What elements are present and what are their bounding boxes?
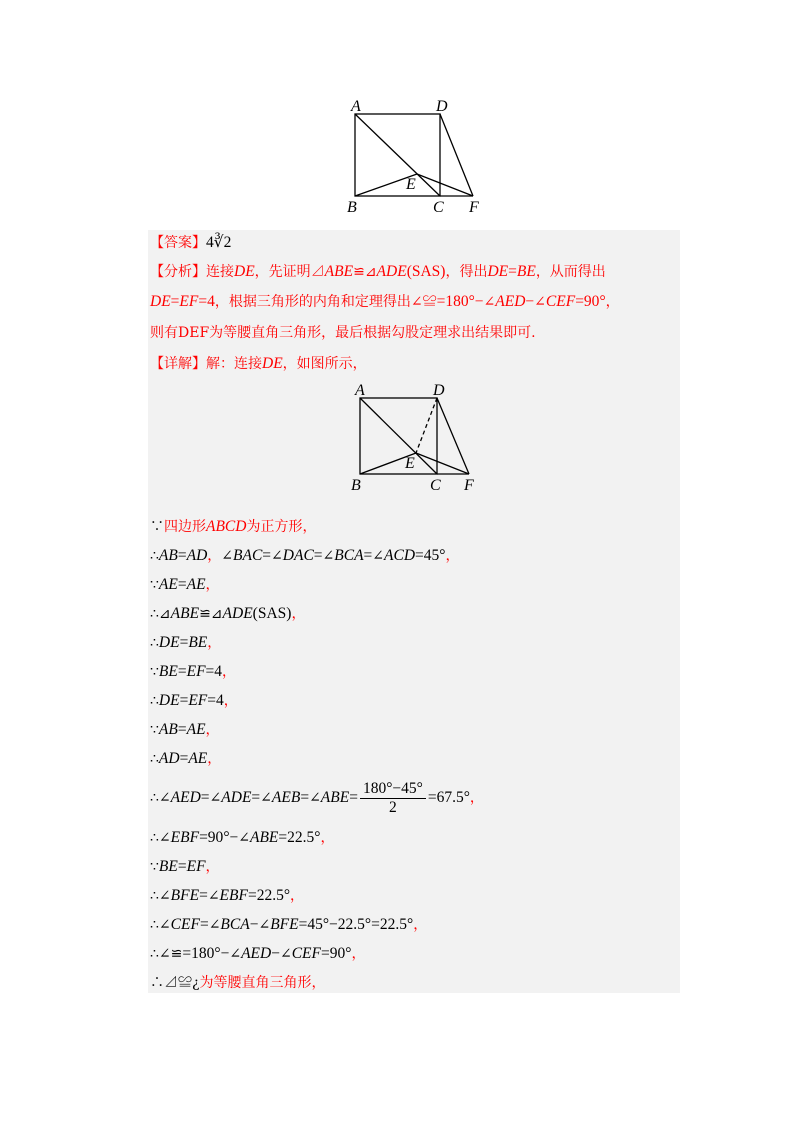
label-e: E <box>406 176 416 193</box>
detail-line <box>150 351 367 377</box>
therefore-symbol: ∴ <box>150 888 159 904</box>
math: = <box>177 721 187 738</box>
answer-tag: 【答案】 <box>150 235 206 251</box>
figure-1-svg <box>340 95 490 217</box>
text: ， <box>207 751 222 767</box>
step-2 <box>150 543 459 569</box>
math: = <box>177 576 187 593</box>
degree: ° <box>439 547 446 564</box>
label-c: C <box>433 199 444 216</box>
text: 连接 <box>206 264 234 280</box>
math: =67.5 <box>427 789 464 806</box>
therefore-symbol: ∴ <box>150 606 159 622</box>
degree: ° <box>599 293 606 310</box>
math: CEF <box>545 293 576 310</box>
text: ，根据三角形的内角和定理得出 <box>214 294 411 310</box>
figure-1 <box>340 95 490 217</box>
angle-symbol: ∠ <box>158 917 171 933</box>
garbled-symbol: ≌ <box>422 294 437 310</box>
math: =4 <box>198 293 215 310</box>
math: ADE <box>222 605 253 622</box>
math: = <box>179 750 189 767</box>
step-14 <box>150 912 427 938</box>
because-symbol: ∵ <box>150 722 159 738</box>
math: = <box>177 547 187 564</box>
math: DE <box>487 263 509 280</box>
math: DE <box>150 293 171 310</box>
angle-symbol: ∠ <box>271 548 283 564</box>
math: =180 <box>436 293 469 310</box>
math: DE <box>158 692 180 709</box>
angle-symbol: ∠ <box>309 790 321 806</box>
math: DE <box>262 355 283 372</box>
math: ABE <box>250 829 279 846</box>
garbled-symbol: ¿ <box>192 975 200 991</box>
math: − <box>474 293 484 310</box>
text: ， <box>207 548 222 564</box>
because-symbol: ∵ <box>150 577 159 593</box>
garbled-symbol: ≌ <box>178 975 192 991</box>
triangle-symbol: ⊿ <box>164 975 178 991</box>
step-4 <box>150 601 305 627</box>
angle-symbol: ∠ <box>221 548 234 564</box>
because-symbol: ∵ <box>150 859 159 875</box>
text: 解：连接 <box>206 356 262 372</box>
math: =45 <box>298 916 323 933</box>
math: =22.5 <box>247 887 284 904</box>
math: ADE <box>221 789 252 806</box>
triangle-symbol: ⊿ <box>158 606 171 622</box>
math: = <box>313 547 323 564</box>
text: 则有DEF为等腰直角三角形，最后根据勾股定理求出结果即可. <box>150 325 536 341</box>
text: ， <box>605 294 620 310</box>
math: =45 <box>415 547 440 564</box>
step-12 <box>150 854 220 880</box>
analysis-line-3 <box>150 320 536 346</box>
math: = <box>199 916 209 933</box>
text: ，如图所示， <box>282 356 367 372</box>
step-9 <box>150 746 221 772</box>
math: EBF <box>170 829 200 846</box>
segment-de-dashed <box>416 398 437 453</box>
math: = <box>177 663 187 680</box>
math: ABE <box>324 263 354 280</box>
math: (SAS) <box>252 605 292 622</box>
math: BE <box>158 858 178 875</box>
answer-line <box>150 230 231 256</box>
therefore-symbol: ∴ <box>150 751 159 767</box>
math: BFE <box>170 887 200 904</box>
analysis-tag: 【分析】 <box>150 264 206 280</box>
text: ， <box>291 606 306 622</box>
because-symbol: ∵ <box>150 664 159 680</box>
triangle-symbol: ⊿ <box>210 606 223 622</box>
analysis-line-1 <box>150 259 606 285</box>
math: CEF <box>170 916 200 933</box>
math: EF <box>186 663 206 680</box>
because-symbol: ∵ <box>150 519 164 535</box>
math: =90 <box>575 293 600 310</box>
math: DE <box>158 634 180 651</box>
label-d: D <box>433 382 445 399</box>
text: ， <box>290 888 305 904</box>
math: = <box>199 887 208 904</box>
math: =90 <box>320 945 346 962</box>
math: AE <box>186 721 206 738</box>
math: DAC <box>282 547 314 564</box>
angle-symbol: ∠ <box>483 294 496 310</box>
label-f: F <box>464 477 474 494</box>
math: BAC <box>233 547 263 564</box>
math: = <box>170 293 180 310</box>
step-15 <box>150 941 365 967</box>
math: − <box>249 916 259 933</box>
text: ， <box>320 830 335 846</box>
garbled-symbol: ≌ <box>170 946 183 962</box>
math: BE <box>188 634 208 651</box>
math: =22.5 <box>371 916 407 933</box>
label-a: A <box>351 98 361 115</box>
label-e: E <box>405 455 415 472</box>
therefore-symbol: ∴ <box>150 830 159 846</box>
math: =4 <box>207 692 224 709</box>
therefore-symbol: ∴ <box>150 548 159 564</box>
text: ， <box>469 790 484 806</box>
math: (SAS) <box>406 263 446 280</box>
math: AED <box>241 945 272 962</box>
math: ABE <box>320 789 350 806</box>
step-7 <box>150 688 238 714</box>
math: EF <box>179 293 199 310</box>
label-f: F <box>469 199 479 216</box>
text: ， <box>205 577 220 593</box>
math: ACD <box>384 547 416 564</box>
congruent-symbol: ≌ <box>199 606 211 622</box>
math: = <box>508 263 517 280</box>
angle-symbol: ∠ <box>208 917 221 933</box>
label-b: B <box>351 477 361 494</box>
answer-value: 4 <box>206 234 214 251</box>
math: EF <box>186 858 206 875</box>
math: = <box>300 789 310 806</box>
step-8 <box>150 717 220 743</box>
text: ， <box>445 548 460 564</box>
text: 四边形 <box>164 519 206 535</box>
math: AEB <box>271 789 301 806</box>
angle-symbol: ∠ <box>279 946 292 962</box>
segment-ef <box>417 174 473 196</box>
therefore-symbol: ∴ <box>150 790 159 806</box>
text: ， <box>207 635 222 651</box>
math: =180 <box>182 945 215 962</box>
math: AED <box>495 293 526 310</box>
math: BCA <box>220 916 250 933</box>
math: = <box>251 789 261 806</box>
angle-symbol: ∠ <box>410 294 423 310</box>
triangle-symbol: ⊿ <box>310 264 325 280</box>
step-6 <box>150 659 236 685</box>
math: = <box>179 634 189 651</box>
answer-radical: ∛2 <box>213 234 232 251</box>
step-5 <box>150 630 221 656</box>
degree: ° <box>345 945 352 962</box>
math: = <box>200 789 210 806</box>
math: = <box>179 692 189 709</box>
angle-symbol: ∠ <box>229 946 242 962</box>
math: −22.5 <box>329 916 365 933</box>
detail-tag: 【详解】 <box>150 356 206 372</box>
step-13 <box>150 883 304 909</box>
math: CEF <box>291 945 321 962</box>
step-1 <box>150 514 316 540</box>
angle-symbol: ∠ <box>207 888 220 904</box>
step-11 <box>150 825 334 851</box>
degree: ° <box>214 945 221 962</box>
angle-symbol: ∠ <box>260 790 272 806</box>
angle-symbol: ∠ <box>158 790 171 806</box>
label-c: C <box>430 477 441 494</box>
text: ，从而得出 <box>535 264 606 280</box>
degree: ° <box>223 829 230 846</box>
math: − <box>229 829 239 846</box>
text: 为正方形， <box>246 519 317 535</box>
angle-symbol: ∠ <box>158 830 171 846</box>
angle-symbol: ∠ <box>158 888 171 904</box>
therefore-symbol: ∴ <box>150 693 159 709</box>
math: EF <box>188 692 208 709</box>
angle-symbol: ∠ <box>209 790 222 806</box>
therefore-symbol: ∴ <box>150 946 159 962</box>
figure-2-svg <box>343 378 493 496</box>
math: − <box>525 293 535 310</box>
math: = <box>177 858 187 875</box>
degree: ° <box>463 789 470 806</box>
angle-symbol: ∠ <box>238 830 250 846</box>
math: = <box>363 547 373 564</box>
math: − <box>220 945 230 962</box>
math: AE <box>158 576 178 593</box>
angle-symbol: ∠ <box>322 548 335 564</box>
text: ， <box>205 859 220 875</box>
math: AB <box>158 721 178 738</box>
math: AB <box>158 547 178 564</box>
angle-symbol: ∠ <box>158 946 171 962</box>
diagonal-ac <box>355 114 440 196</box>
text: ， <box>205 722 220 738</box>
math: BFE <box>270 916 299 933</box>
degree: ° <box>468 293 475 310</box>
angle-symbol: ∠ <box>372 548 385 564</box>
degree: ° <box>314 829 321 846</box>
angle-symbol: ∠ <box>258 917 271 933</box>
math: =22.5 <box>278 829 315 846</box>
math: ABE <box>170 605 200 622</box>
math: =4 <box>205 663 223 680</box>
label-d: D <box>436 98 448 115</box>
text: 为等腰直角三角形， <box>199 975 326 991</box>
figure-2 <box>343 378 493 496</box>
diagonal-ac <box>360 398 437 474</box>
label-a: A <box>355 382 365 399</box>
analysis-line-2 <box>150 289 620 315</box>
math: AE <box>188 750 208 767</box>
math: DE <box>234 263 255 280</box>
degree: ° <box>283 887 291 904</box>
text: ， <box>413 917 428 933</box>
text: ， <box>222 664 237 680</box>
math: ABCD <box>206 518 247 535</box>
math: BCA <box>334 547 364 564</box>
text: ， <box>223 693 238 709</box>
degree: ° <box>322 916 330 933</box>
therefore-symbol: ∴ <box>150 975 164 991</box>
degree: ° <box>364 916 372 933</box>
math: BE <box>158 663 178 680</box>
math: ADE <box>376 263 407 280</box>
step-10 <box>150 776 484 820</box>
step-3 <box>150 572 220 598</box>
math: = <box>349 789 358 806</box>
text: ， <box>351 946 366 962</box>
text: ，得出 <box>445 264 488 280</box>
math: EBF <box>219 887 248 904</box>
congruent-symbol: ≌ <box>353 264 365 280</box>
denominator: 2 <box>389 798 397 816</box>
step-16 <box>150 970 326 996</box>
fraction <box>360 780 426 817</box>
numerator: 180°−45° <box>360 780 426 799</box>
text: ，先证明 <box>254 264 311 280</box>
math: − <box>271 945 280 962</box>
triangle-symbol: ⊿ <box>364 264 377 280</box>
math: BE <box>516 263 536 280</box>
math: AD <box>158 750 180 767</box>
therefore-symbol: ∴ <box>150 635 159 651</box>
math: AD <box>186 547 208 564</box>
math: AE <box>186 576 206 593</box>
angle-symbol: ∠ <box>534 294 546 310</box>
therefore-symbol: ∴ <box>150 917 159 933</box>
degree: ° <box>407 916 414 933</box>
segment-df <box>440 114 473 196</box>
math: = <box>262 547 272 564</box>
math: =90 <box>199 829 224 846</box>
label-b: B <box>347 199 357 216</box>
math: AED <box>170 789 201 806</box>
